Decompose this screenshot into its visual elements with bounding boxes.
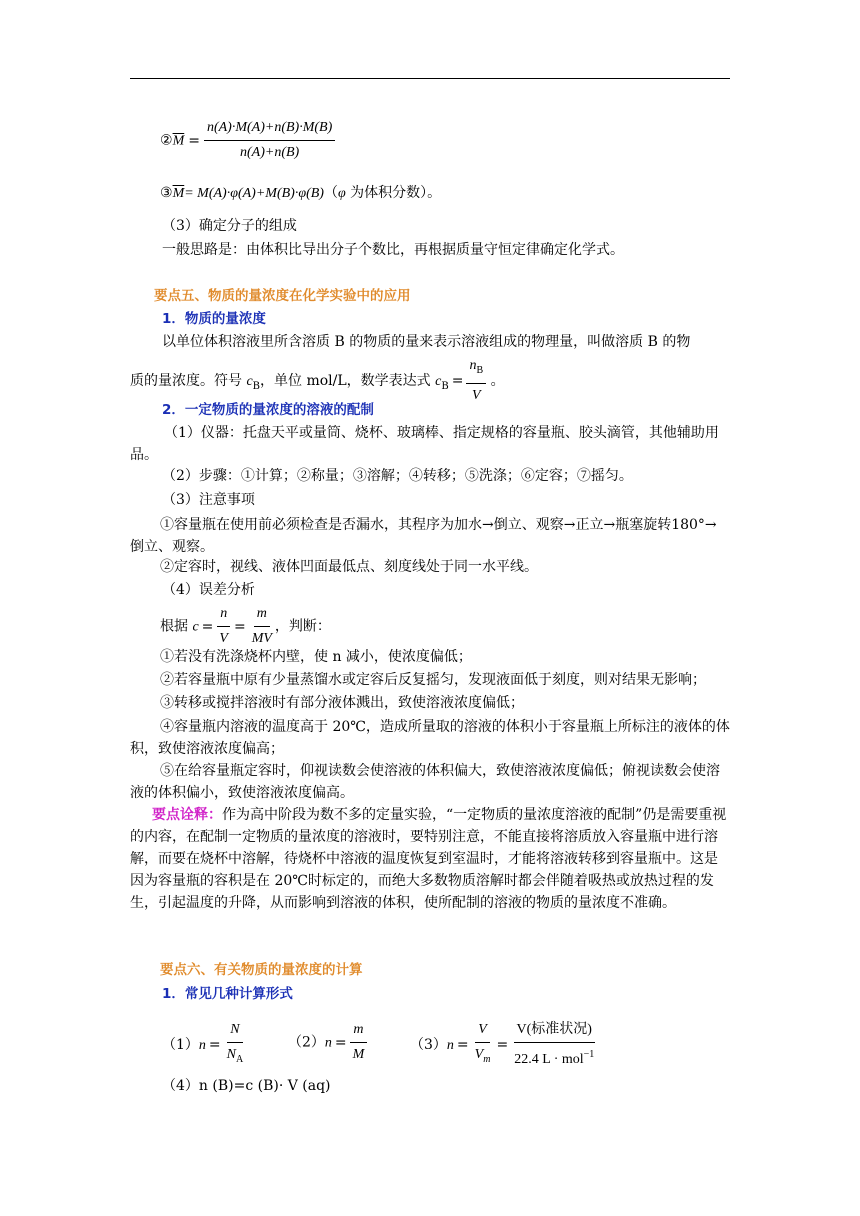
formula-2-numerator: n(A)·M(A)+n(B)·M(B) bbox=[204, 118, 335, 141]
tip-text: 作为高中阶段为数不多的定量实验，“一定物质的量浓度溶液的配制”仍是需要重视的内容，在配制一定物质的量浓度的溶液时，要特别注意，不能直接将溶质放入容量瓶中进行溶解，而要在烧杯中溶解，待烧杯中溶液的温度恢复到室温时，才能将溶液转移到容量瓶中。这是因为容量瓶的容积是在 20℃时标定的，而绝大多数物质溶解时都会伴随着吸热或放热过程的发生，引起温度的升降，从而影响到溶液的体积，使所配制的溶液的物质的量浓度不准确。 bbox=[130, 807, 727, 911]
note-1: ①容量瓶在使用前必须检查是否漏水，其程序为加水→倒立、观察→正立→瓶塞旋转180°→倒立、观察。 bbox=[130, 517, 717, 555]
calc-4: （4）n (B)=c (B)· V (aq) bbox=[162, 1078, 331, 1094]
calc-2: （2）n = $\frac{m}{M}$ bbox=[288, 1020, 367, 1065]
header-rule bbox=[130, 78, 730, 79]
subheading-5-2: 2．一定物质的量浓度的溶液的配制 bbox=[162, 402, 374, 418]
instrument-paragraph: （1）仪器：托盘天平或量筒、烧杯、玻璃棒、指定规格的容量瓶、胶头滴管，其他辅助用品。 bbox=[130, 425, 719, 463]
error-title: （4）误差分析 bbox=[162, 582, 255, 598]
section-3-text: 一般思路是：由体积比导出分子个数比，再根据质量守恒定律确定化学式。 bbox=[162, 242, 624, 258]
formula-2-lhs: $\overline{M}$ bbox=[172, 133, 185, 149]
tip-label: 要点诠释： bbox=[152, 807, 222, 823]
error-3: ③转移或搅拌溶液时有部分液体溅出，致使溶液浓度偏低； bbox=[160, 695, 524, 711]
error-basis: 根据 c = $\frac{n}{V}$ = $\frac{m}{MV}$ ，判断： bbox=[160, 606, 331, 646]
formula-3 bbox=[160, 183, 441, 204]
error-5: ⑤在给容量瓶定容时，仰视读数会使溶液的体积偏大，致使溶液浓度偏低；俯视读数会使溶液的体积偏小，致使溶液浓度偏高。 bbox=[130, 763, 720, 801]
error-4: ④容量瓶内溶液的温度高于 20℃，造成所量取的溶液的体积小于容量瓶上所标注的液体的体积，致使溶液浓度偏高； bbox=[130, 719, 730, 757]
heading-6: 要点六、有关物质的量浓度的计算 bbox=[160, 962, 363, 978]
formula-3-marker: ③ bbox=[160, 185, 173, 201]
definition-line-1: 以单位体积溶液里所含溶质 B 的物质的量来表示溶液组成的物理量，叫做溶质 B 的物 bbox=[162, 334, 691, 350]
definition-line-2: 质的量浓度。符号 $c_B$，单位 mol/L，数学表达式 $c_B$ = $\frac{n_B}{V}$ 。 bbox=[130, 356, 505, 406]
note-2: ②定容时，视线、液体凹面最低点、刻度线处于同一水平线。 bbox=[160, 559, 538, 575]
formula-3-note-open: （ bbox=[323, 185, 338, 201]
subheading-6-1: 1．常见几种计算形式 bbox=[162, 986, 293, 1002]
formula-2-fraction bbox=[204, 118, 335, 163]
calc-1: （1）n = $\frac{N}{N_A}$ bbox=[162, 1022, 244, 1065]
heading-5: 要点五、物质的量浓度在化学实验中的应用 bbox=[154, 288, 411, 304]
formula-2: $②\overline{M}$ = $\frac{n(A)\cdot M(A)+n(B)\cdot M(B)}{n(A)+n(B)}$ bbox=[160, 118, 335, 163]
concentration-fraction: $\frac{n_B}{V}$ bbox=[466, 356, 486, 406]
error-2: ②若容量瓶中原有少量蒸馏水或定容后反复摇匀，发现液面低于刻度，则对结果无影响； bbox=[160, 672, 706, 688]
tip-paragraph bbox=[130, 804, 730, 914]
formula-2-denominator: n(A)+n(B) bbox=[240, 145, 300, 160]
formula-3-note: 为体积分数）。 bbox=[345, 185, 442, 201]
steps-paragraph: （2）步骤：①计算；②称量；③溶解；④转移；⑤洗涤；⑥定容；⑦摇匀。 bbox=[162, 468, 633, 484]
formula-2-marker: ② bbox=[160, 132, 173, 149]
subheading-5-1: 1．物质的量浓度 bbox=[162, 311, 266, 327]
formula-3-note-sym: φ bbox=[337, 186, 346, 201]
section-3-title: （3）确定分子的组成 bbox=[162, 218, 297, 234]
formula-3-lhs: $\overline{M}$ bbox=[172, 186, 185, 201]
formula-3-rhs: = M(A)·φ(A)+M(B)·φ(B) bbox=[184, 186, 324, 201]
calc-3: （3）n = $\frac{V}{V_m}$ = $\frac{\text{V(标准状况)}}{22.4 L \cdot mol^{-1}}$ bbox=[410, 1022, 595, 1067]
error-1: ①若没有洗涤烧杯内壁，使 n 减小，使浓度偏低； bbox=[160, 649, 472, 665]
notes-title: （3）注意事项 bbox=[162, 492, 255, 508]
